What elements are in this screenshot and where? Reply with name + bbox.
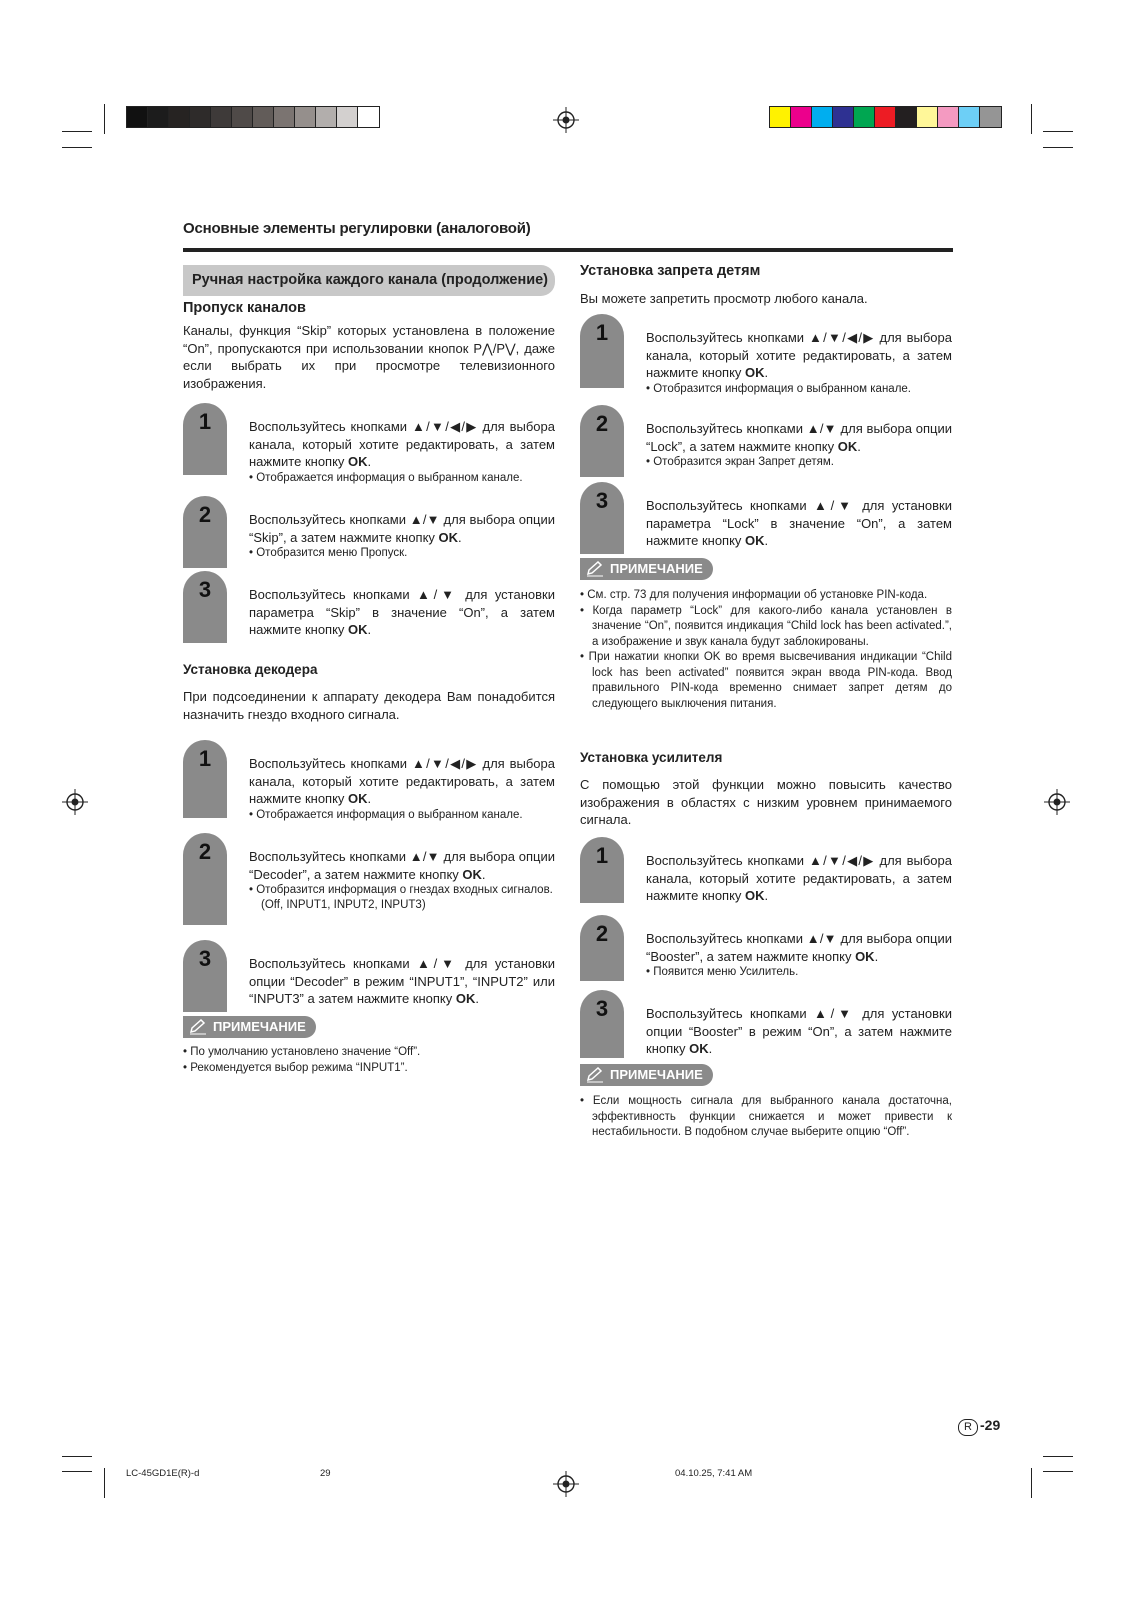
skip-intro: Каналы, функция “Skip” которых установлена в положение “On”, пропускаются при использовании кнопок P⋀/P⋁, даже если выбрать их при просмотре телевизионного изображения. <box>183 323 555 391</box>
step-number: 1 <box>595 843 609 868</box>
decoder-section-title: Установка декодера <box>183 662 318 677</box>
footer-date: 04.10.25, 7:41 AM <box>675 1468 753 1479</box>
color-calibration-bar <box>769 106 1002 128</box>
step-number: 3 <box>595 996 609 1021</box>
swatch <box>232 107 253 127</box>
step-number: 1 <box>198 409 212 434</box>
swatch <box>854 107 875 127</box>
footer-file: LC-45GD1E(R)-d <box>126 1468 200 1479</box>
swatch <box>875 107 896 127</box>
note-item: • По умолчанию установлено значение “Off”. <box>183 1045 555 1061</box>
step-bullet: • Отобразится информация о выбранном канале. <box>646 382 952 397</box>
booster-section-title: Установка усилителя <box>580 750 723 765</box>
registration-mark-icon <box>62 789 88 815</box>
decoder-notes <box>183 1045 555 1076</box>
step-text: Воспользуйтесь кнопками ▲/▼ для выбора опции “Lock”, а затем нажмите кнопку OK. • Отобразится экран Запрет детям. <box>646 420 952 470</box>
childlock-notes <box>580 588 952 712</box>
booster-step-3 <box>580 990 952 1062</box>
note-item: • Если мощность сигнала для выбранного канала достаточна, эффективность функции снижается и может привести к нестабильности. В подобном случае выберите опцию “Off”. <box>580 1094 952 1141</box>
step-text: Воспользуйтесь кнопками ▲/▼ для установки параметра “Lock” в значение “On”, а затем нажмите кнопку OK. <box>646 498 952 548</box>
decoder-step-1 <box>183 740 555 820</box>
step-number: 3 <box>595 488 609 513</box>
booster-step-1 <box>580 837 952 909</box>
step-bullet-sub: (Off, INPUT1, INPUT2, INPUT3) <box>261 899 426 911</box>
step-text: Воспользуйтесь кнопками ▲/▼/◀/▶ для выбора канала, который хотите редактировать, а затем нажмите кнопку OK. <box>646 853 952 903</box>
step-text: Воспользуйтесь кнопками ▲/▼ для выбора опции “Decoder”, а затем нажмите кнопку OK. • Отобразится информация о гнездах входных сигналов. (Off, INPUT1, INPUT2, INPUT3) <box>249 848 555 913</box>
step-number: 2 <box>198 502 212 527</box>
swatch <box>190 107 211 127</box>
registration-mark-icon <box>1044 789 1070 815</box>
swatch <box>253 107 274 127</box>
step-number: 2 <box>198 839 212 864</box>
childlock-intro: Вы можете запретить просмотр любого канала. <box>580 291 868 306</box>
gray-calibration-bar <box>126 106 380 128</box>
swatch <box>169 107 190 127</box>
step-number: 2 <box>595 921 609 946</box>
step-text: Воспользуйтесь кнопками ▲/▼ для установки параметра “Skip” в значение “On”, а затем нажмите кнопку OK. <box>249 587 555 637</box>
swatch <box>833 107 854 127</box>
swatch <box>148 107 169 127</box>
swatch <box>791 107 812 127</box>
pencil-icon <box>586 561 604 577</box>
booster-step-2 <box>580 915 952 987</box>
swatch <box>959 107 980 127</box>
decoder-step-3 <box>183 940 555 1020</box>
swatch <box>917 107 938 127</box>
page-title: Основные элементы регулировки (аналоговой) <box>183 220 531 237</box>
step-bullet: • Отобразится меню Пропуск. <box>249 546 555 561</box>
step-bullet: • Отображается информация о выбранном канале. <box>249 471 555 486</box>
childlock-note-badge: ПРИМЕЧАНИЕ <box>580 558 713 580</box>
booster-intro: С помощью этой функции можно повысить качество изображения в областях с низким уровнем принимаемого сигнала. <box>580 777 952 827</box>
swatch <box>896 107 917 127</box>
booster-note-badge: ПРИМЕЧАНИЕ <box>580 1064 713 1086</box>
header-divider <box>183 248 953 252</box>
swatch <box>316 107 337 127</box>
footer-sheet: 29 <box>320 1468 331 1479</box>
note-item: • См. стр. 73 для получения информации об установке PIN-кода. <box>580 588 952 604</box>
step-bullet: • Отображается информация о выбранном канале. <box>249 808 555 823</box>
step-text: Воспользуйтесь кнопками ▲/▼ для установки опции “Decoder” в режим “INPUT1”, “INPUT2” или “INPUT3” а затем нажмите кнопку OK. <box>249 956 555 1006</box>
step-text: Воспользуйтесь кнопками ▲/▼ для выбора опции “Booster”, а затем нажмите кнопку OK. • Появится меню Усилитель. <box>646 930 952 980</box>
swatch <box>980 107 1001 127</box>
pencil-icon <box>586 1067 604 1083</box>
swatch <box>938 107 959 127</box>
step-bullet: • Отобразится информация о гнездах входных сигналов. <box>249 883 555 898</box>
step-bullet: • Появится меню Усилитель. <box>646 965 952 980</box>
swatch <box>770 107 791 127</box>
swatch <box>274 107 295 127</box>
childlock-step-3 <box>580 482 952 554</box>
decoder-step-2 <box>183 833 555 925</box>
step-text: Воспользуйтесь кнопками ▲/▼/◀/▶ для выбора канала, который хотите редактировать, а затем нажмите кнопку OK. • Отображается информация о выбранном канале. <box>249 755 555 823</box>
step-number: 1 <box>595 320 609 345</box>
step-text: Воспользуйтесь кнопками ▲/▼/◀/▶ для выбора канала, который хотите редактировать, а затем нажмите кнопку OK. • Отобразится информация о выбранном канале. <box>646 329 952 397</box>
step-text: Воспользуйтесь кнопками ▲/▼/◀/▶ для выбора канала, который хотите редактировать, а затем нажмите кнопку OK. • Отображается информация о выбранном канале. <box>249 418 555 486</box>
swatch <box>358 107 379 127</box>
swatch <box>337 107 358 127</box>
step-number: 1 <box>198 746 212 771</box>
skip-step-1 <box>183 403 555 483</box>
note-item: • Рекомендуется выбор режима “INPUT1”. <box>183 1061 555 1077</box>
section-banner: Ручная настройка каждого канала (продолжение) <box>183 265 555 296</box>
note-item: • При нажатии кнопки OK во время высвечивания индикации “Child lock has been activated” появится экран ввода PIN-кода. Ввод правильного PIN-кода временно снимает запрет детям до следующего выключения питания. <box>580 650 952 712</box>
booster-notes <box>580 1094 952 1141</box>
step-number: 2 <box>595 411 609 436</box>
childlock-section-title: Установка запрета детям <box>580 263 761 279</box>
note-item: • Когда параметр “Lock” для какого-либо канала установлен в значение “On”, появится индикация “Child lock has been activated.”, а изображение и звук канала будут заблокированы. <box>580 604 952 651</box>
registration-mark-icon <box>553 107 579 133</box>
decoder-note-badge: ПРИМЕЧАНИЕ <box>183 1016 316 1038</box>
skip-section-title: Пропуск каналов <box>183 300 306 316</box>
swatch <box>295 107 316 127</box>
swatch <box>211 107 232 127</box>
page-number: R -29 <box>958 1417 1000 1436</box>
childlock-step-1 <box>580 314 952 394</box>
swatch <box>812 107 833 127</box>
childlock-step-2 <box>580 405 952 477</box>
decoder-intro: При подсоединении к аппарату декодера Вам понадобится назначить гнездо входного сигнала. <box>183 689 555 722</box>
step-number: 3 <box>198 946 212 971</box>
step-text: Воспользуйтесь кнопками ▲/▼ для выбора опции “Skip”, а затем нажмите кнопку OK. • Отобразится меню Пропуск. <box>249 511 555 561</box>
step-number: 3 <box>198 577 212 602</box>
region-mark: R <box>958 1419 978 1436</box>
registration-mark-icon <box>553 1471 579 1497</box>
skip-step-3 <box>183 571 555 643</box>
skip-step-2 <box>183 496 555 568</box>
step-text: Воспользуйтесь кнопками ▲/▼ для установки опции “Booster” в режим “On”, а затем нажмите кнопку OK. <box>646 1006 952 1056</box>
swatch <box>127 107 148 127</box>
step-bullet: • Отобразится экран Запрет детям. <box>646 455 952 470</box>
pencil-icon <box>189 1019 207 1035</box>
